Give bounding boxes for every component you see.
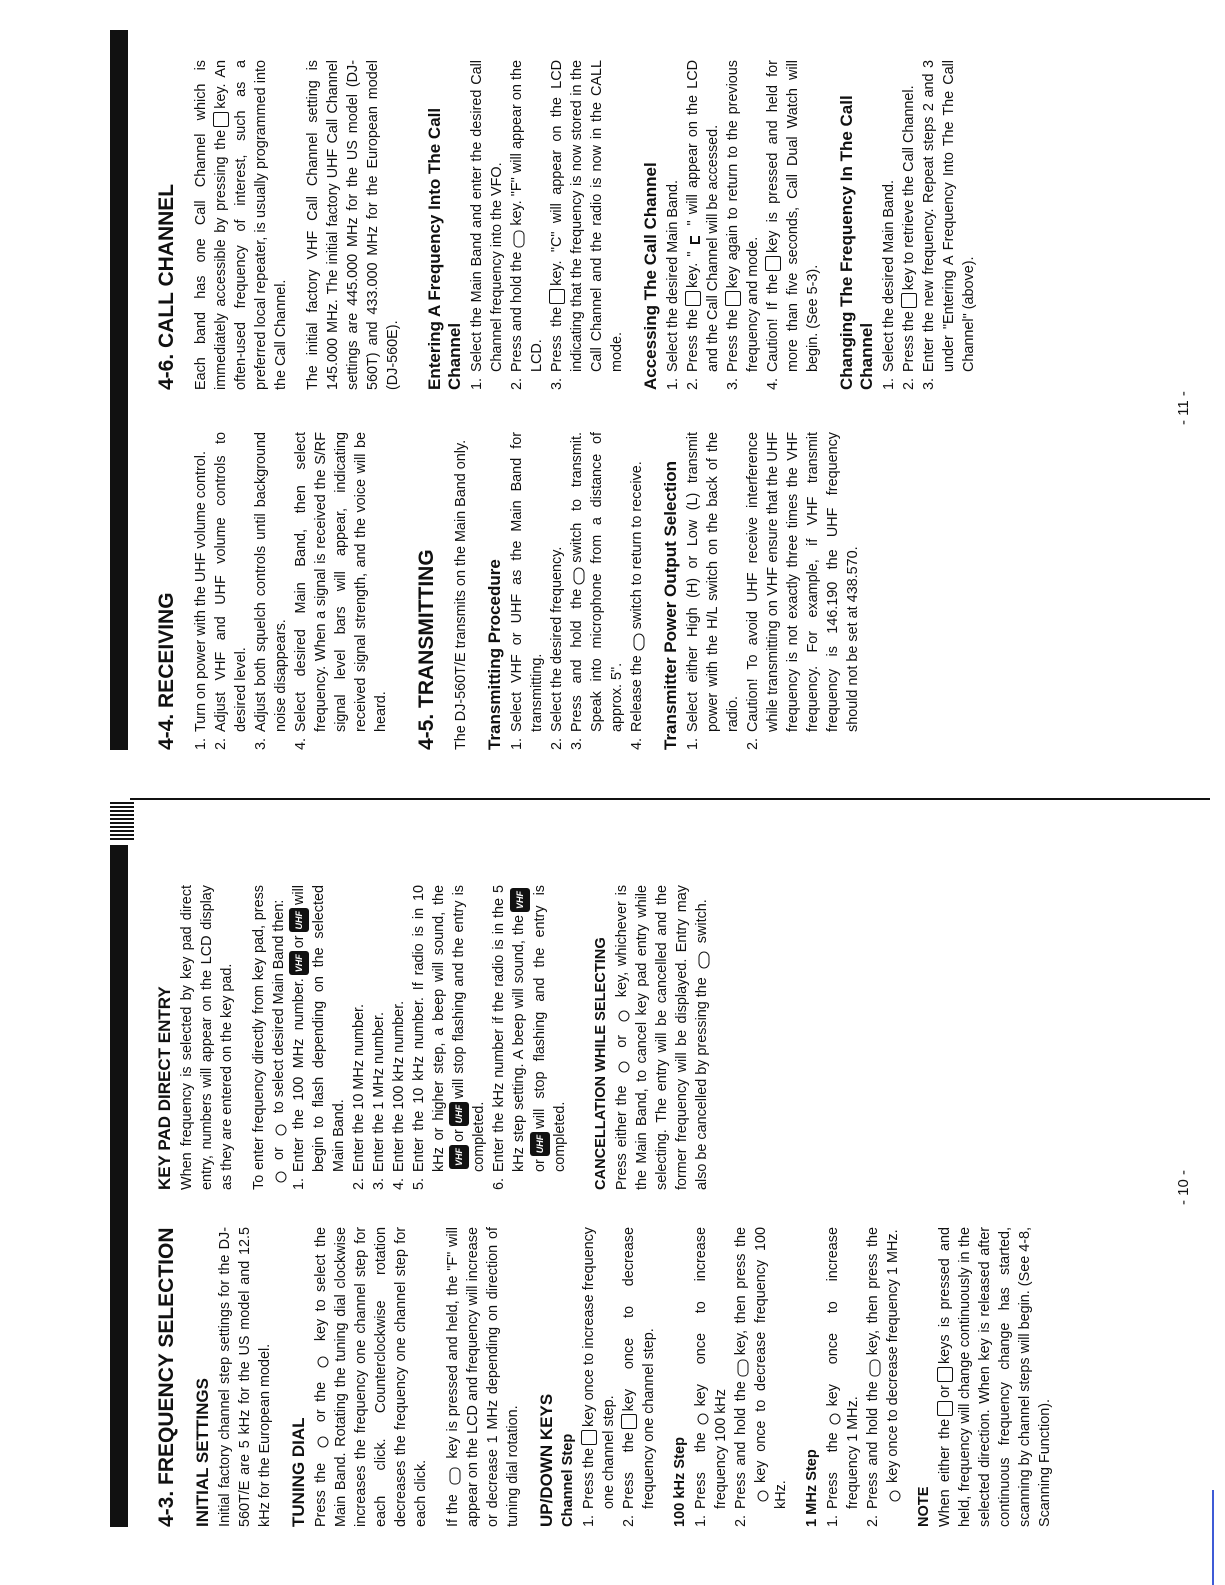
call-c-symbol-icon bbox=[687, 229, 699, 247]
list-item: 3. Enter the new frequency. Repeat steps 2 and 3 under "Entering A Frequency Into The The Call Channel" (above). bbox=[921, 60, 977, 390]
call-initial-settings: The initial factory VHF Call Channel setting is 145.000 MHz. The initial factory UHF Call Channel settings are 445.000 MHz for the US model (DJ-560T) and 433.000 MHz for the European model (DJ-560E). bbox=[305, 60, 401, 390]
dial-key-icon bbox=[827, 1410, 839, 1428]
column-receiving-transmitting bbox=[155, 432, 863, 750]
s5-b: or bbox=[451, 1129, 468, 1142]
s6-b: or bbox=[531, 1159, 548, 1172]
m2-b: key, then press the bbox=[865, 1227, 881, 1356]
list-item: 2. Press thekey once to decrease frequency one channel step. bbox=[621, 1227, 657, 1527]
vhf-indicator-icon: VHF bbox=[510, 888, 530, 912]
list-item: 2. Select the desired frequency. bbox=[549, 546, 565, 750]
receiving-steps bbox=[191, 432, 391, 750]
list-item: 3. Enter the 1 MHz number. bbox=[371, 1012, 388, 1190]
tuning-dial-text bbox=[311, 1227, 431, 1527]
list-item: 1. Press thekey once to increase frequency 100 kHz bbox=[693, 1227, 729, 1527]
s6-a: Enter the kHz number if the radio is in the 5 kHz step setting. A beep will sound, the bbox=[491, 885, 528, 1172]
cancellation-heading: CANCELLATION WHILE SELECTING bbox=[592, 937, 609, 1190]
list-item: 1. Select the Main Band and enter the desired Call Channel frequency into the VFO. bbox=[469, 60, 505, 390]
list-item: 3. Press and hold theswitch to transmit. Speak into microphone from a distance of approx. 5". bbox=[569, 432, 625, 750]
keypad-steps bbox=[289, 885, 570, 1190]
vhf-indicator-icon: VHF bbox=[449, 1145, 469, 1169]
list-item: 1. Turn on power with the UHF volume control. bbox=[193, 451, 209, 750]
e1: Select the Main Band and enter the desired Call Channel frequency into the VFO. bbox=[469, 60, 505, 372]
to-enter-c: to select desired Main Band then: bbox=[271, 899, 287, 1114]
updown-keys-heading: UP/DOWN KEYS bbox=[537, 1393, 556, 1527]
uhf-main-key-icon bbox=[616, 1007, 628, 1025]
up-key-icon bbox=[581, 1430, 597, 1445]
r2: Adjust VHF and UHF volume controls to desired level. bbox=[213, 432, 249, 732]
vhf-main-key-icon bbox=[273, 1168, 285, 1186]
uhf-main-key-icon bbox=[273, 1121, 285, 1139]
list-item: 1. Select the desired Main Band. bbox=[881, 180, 897, 390]
func-tuning-text bbox=[443, 1227, 523, 1527]
s6-c: will stop flashing and the entry is completed. bbox=[531, 885, 568, 1172]
accessing-call-heading: Accessing The Call Channel bbox=[641, 162, 660, 390]
list-item: 4. Enter the 100 kHz number. bbox=[391, 1000, 408, 1190]
dial-key-icon bbox=[695, 1410, 707, 1428]
list-item: 1. Enter the 100 MHz number.VHForUHFwill begin to flash depending on the selected Main Band. bbox=[291, 885, 348, 1190]
bottom-blue-line bbox=[1212, 1490, 1214, 1585]
func-text-a: If the bbox=[445, 1494, 461, 1527]
to-enter-a: To enter frequency directly from key pad, press bbox=[251, 885, 267, 1190]
to-enter-b: or bbox=[271, 1147, 287, 1160]
m2-a: Press and hold the bbox=[865, 1381, 881, 1509]
list-item: 3. Press thekey. "C" will appear on the LCD indicating that the frequency is now stored in the Call Channel and the radio is now in the CALL mode. bbox=[549, 60, 625, 390]
p1: Select VHF or UHF as the Main Band for transmitting. bbox=[509, 432, 545, 732]
1mhz-step-heading: 1 MHz Step bbox=[804, 1449, 820, 1527]
100khz-step-list bbox=[691, 1227, 791, 1527]
call-key-icon bbox=[901, 293, 917, 308]
list-item: 2. Press and hold thekey, then press the key once to decrease frequency 1 MHz. bbox=[865, 1227, 901, 1527]
keypad-to-enter bbox=[249, 885, 289, 1190]
note-c: keys is pressed and held, frequency will change continuously in the selected direction. When key is released after continuous frequency change has started, scanning by channel steps will begin. (See 4-8, Scanning Function). bbox=[937, 1226, 1053, 1527]
note-heading: NOTE bbox=[916, 1486, 932, 1527]
column-call-channel bbox=[155, 60, 979, 390]
list-item: 2. Enter the 10 MHz number. bbox=[351, 1004, 368, 1190]
call-key-icon bbox=[685, 291, 701, 306]
a4-a: Caution! If the bbox=[765, 274, 781, 372]
list-item: 6. Enter the kHz number if the radio is in the 5 kHz step setting. A beep will sound, theVHForUHFwill stop flashing and the entry is completed. bbox=[491, 885, 568, 1190]
list-item: 1. Select either High (H) or Low (L) transmit power with the H/L switch on the back of the radio. bbox=[685, 432, 741, 750]
ptt-switch-icon bbox=[696, 951, 708, 969]
changing-call-steps bbox=[879, 60, 979, 390]
section-title-4-6: 4-6. CALL CHANNEL bbox=[155, 183, 178, 390]
dial-key-icon bbox=[755, 1487, 767, 1505]
page-number-left: - 10 - bbox=[1175, 1169, 1192, 1205]
accessing-call-steps bbox=[663, 60, 823, 390]
c3: Enter the new frequency. Repeat steps 2 and 3 under "Entering A Frequency Into The The Call Channel" (above). bbox=[921, 60, 977, 372]
e2-a: Press and hold the bbox=[509, 251, 525, 372]
s2: Enter the 10 MHz number. bbox=[351, 1004, 368, 1172]
func-text-b: key is pressed and held, the "F" will appear on the LCD and frequency will increase or decrease 1 MHz depending on direction of tuning dial rotation. bbox=[445, 1227, 521, 1527]
e2-b: key. "F" will appear on the LCD. bbox=[509, 60, 545, 372]
r1: Turn on power with the UHF volume control. bbox=[193, 451, 209, 732]
list-item: 1. Select the desired Main Band. bbox=[665, 180, 681, 390]
section-bar bbox=[110, 30, 128, 750]
s5-c: will stop flashing and the entry is completed. bbox=[451, 885, 488, 1172]
call-key-icon bbox=[549, 289, 565, 304]
m1-b: key once to increase frequency 1 MHz. bbox=[825, 1227, 861, 1509]
initial-settings-heading: INITIAL SETTINGS bbox=[193, 1378, 212, 1527]
uhf-indicator-icon: UHF bbox=[530, 1132, 550, 1157]
call-intro-b: key. An often-used frequency of interest, such as a preferred local repeater, is usually programmed into the Call Channel. bbox=[213, 60, 289, 390]
entering-call-heading: Entering A Frequency Into The Call Channel bbox=[425, 107, 464, 390]
s5-a: Enter the 10 kHz number. If radio is in 10 kHz or higher step, a beep will sound, the bbox=[411, 885, 448, 1172]
a3-b: key again to return to the previous frequency and mode. bbox=[725, 60, 761, 372]
page-number-right: - 11 - bbox=[1175, 391, 1192, 425]
tuning-dial-heading: TUNING DIAL bbox=[289, 1417, 308, 1527]
func-key-icon bbox=[447, 1467, 459, 1485]
tuning-text-c: key to select the Main Band. Rotating the tuning dial clockwise increases the frequency one channel step for each click. Counterclockwise rotation decreases the frequency one channel step for each click. bbox=[313, 1227, 429, 1527]
a2-c: " will appear on the LCD and the Call Channel will be accessed. bbox=[685, 60, 721, 372]
section-title-4-4: 4-4. RECEIVING bbox=[155, 592, 178, 750]
note-b: or bbox=[937, 1385, 953, 1398]
cs2-a: Press the bbox=[621, 1432, 637, 1509]
list-item: 2. Press thekey. "" will appear on the LCD and the Call Channel will be accessed. bbox=[685, 60, 721, 390]
p4-a: Release the bbox=[629, 655, 645, 732]
call-key-icon bbox=[765, 256, 781, 271]
list-item: 3. Adjust both squelch controls until background noise disappears. bbox=[253, 432, 289, 750]
k2-c: key once to decrease frequency 100 kHz. bbox=[753, 1227, 789, 1509]
e3-b: key. "C" will appear on the LCD indicating that the frequency is now stored in the Call Channel and the radio is now in the CALL mode. bbox=[549, 60, 625, 372]
list-item: 2. Press and hold thekey, then press the key once to decrease frequency 100 kHz. bbox=[733, 1227, 789, 1527]
r4: Select desired Main Band, then select frequency. When a signal is received the S/RF signal level bars will appear, indicating received signal strength, and the voice will be heard. bbox=[293, 432, 389, 732]
cancel-a: Press either the bbox=[613, 1085, 630, 1190]
call-intro bbox=[191, 60, 291, 390]
power-output-steps bbox=[683, 432, 863, 750]
power-output-heading: Transmitter Power Output Selection bbox=[661, 460, 680, 750]
s1-c: will begin to flash depending on the selected Main Band. bbox=[291, 885, 348, 1172]
s1-b: or bbox=[291, 935, 307, 949]
column-keypad-entry bbox=[155, 885, 712, 1190]
cancellation-text bbox=[612, 885, 712, 1190]
note-text bbox=[935, 1227, 1055, 1527]
list-item: 2. Adjust VHF and UHF volume controls to desired level. bbox=[213, 432, 249, 750]
list-item: 2. Caution! To avoid UHF receive interference while transmitting on VHF ensure that the UHF frequency is not exactly three times the VHF frequency. For example, if VHF transmit frequency is 146.190 the UHF frequency should not be set at 438.570. bbox=[745, 432, 861, 750]
func-key-icon bbox=[867, 1359, 879, 1377]
k1-b: key once to increase frequency 100 kHz bbox=[693, 1227, 729, 1509]
pw1: Select either High (H) or Low (L) transmit power with the H/L switch on the back of the radio. bbox=[685, 432, 741, 732]
uhf-main-key-icon bbox=[315, 1353, 327, 1371]
changing-call-heading: Changing The Frequency In The Call Channel bbox=[837, 95, 876, 390]
a2-a: Press the bbox=[685, 309, 701, 372]
section-title-4-5: 4-5. TRANSMITTING bbox=[415, 549, 438, 750]
a3-a: Press the bbox=[725, 309, 741, 372]
cs1-b: key once to increase frequency one channel step. bbox=[581, 1227, 617, 1509]
transmitting-steps bbox=[507, 432, 647, 750]
transmitting-intro: The DJ-560T/E transmits on the Main Band only. bbox=[453, 439, 469, 750]
column-frequency-selection bbox=[155, 1227, 1055, 1527]
c2-b: key to retrieve the Call Channel. bbox=[901, 85, 917, 291]
list-item: 2. Press thekey to retrieve the Call Channel. bbox=[901, 85, 917, 390]
cs1-a: Press the bbox=[581, 1448, 597, 1509]
cancel-b: or bbox=[613, 1034, 630, 1048]
a4-b: key is pressed and held for more than five seconds, Call Dual Watch will begin. (See 5-3). bbox=[765, 60, 821, 372]
ptt-switch-icon bbox=[571, 567, 583, 585]
uhf-indicator-icon: UHF bbox=[449, 1102, 469, 1127]
k1-a: Press the bbox=[693, 1432, 709, 1509]
list-item: 4. Caution! If thekey is pressed and held for more than five seconds, Call Dual Watch will begin. (See 5-3). bbox=[765, 60, 821, 390]
call-key-icon bbox=[213, 112, 229, 127]
vhf-main-key-icon bbox=[616, 1058, 628, 1076]
s1-a: Enter the 100 MHz number. bbox=[291, 978, 307, 1172]
list-item: 1. Select VHF or UHF as the Main Band for transmitting. bbox=[509, 432, 545, 750]
1mhz-step-list bbox=[823, 1227, 903, 1527]
tuning-text-b: or the bbox=[313, 1381, 329, 1423]
section-bar bbox=[110, 845, 128, 1527]
c2-a: Press the bbox=[901, 311, 917, 372]
p3-b: switch to transmit. Speak into microphone from a distance of approx. 5". bbox=[569, 432, 625, 732]
cancel-d: switch. bbox=[693, 899, 710, 944]
channel-step-heading: Channel Step bbox=[560, 1433, 576, 1527]
note-a: When either the bbox=[937, 1418, 953, 1527]
a2-b: key. " bbox=[685, 251, 701, 289]
keypad-intro: When frequency is selected by key pad direct entry, numbers will appear on the LCD display as they are entered on the key pad. bbox=[179, 885, 235, 1190]
page-10 bbox=[0, 795, 1225, 1585]
ptt-switch-icon bbox=[631, 633, 643, 651]
p2: Select the desired frequency. bbox=[549, 546, 565, 732]
m1-a: Press the bbox=[825, 1432, 841, 1509]
down-key-icon bbox=[937, 1367, 953, 1382]
page-divider bbox=[130, 798, 1210, 800]
initial-settings-text: Initial factory channel step settings for the DJ-560T/E are 5 kHz for the US model and 12.5 kHz for the European model. bbox=[217, 1227, 273, 1527]
list-item: 4. Release theswitch to return to receive. bbox=[629, 461, 645, 750]
keypad-heading: KEY PAD DIRECT ENTRY bbox=[155, 986, 174, 1190]
func-key-icon bbox=[735, 1359, 747, 1377]
call-intro-a: Each band has one Call Channel which is immediately accessible by pressing the bbox=[193, 60, 229, 390]
list-item: 1. Press thekey once to increase frequency 1 MHz. bbox=[825, 1227, 861, 1527]
entering-call-steps bbox=[467, 60, 627, 390]
vhf-main-key-icon bbox=[315, 1433, 327, 1451]
k2-b: key, then press the bbox=[733, 1227, 749, 1356]
100khz-step-heading: 100 kHz Step bbox=[672, 1436, 688, 1527]
m2-c: key once to decrease frequency 1 MHz. bbox=[885, 1229, 901, 1483]
k2-a: Press and hold the bbox=[733, 1381, 749, 1509]
call-key-icon bbox=[725, 291, 741, 306]
s3: Enter the 1 MHz number. bbox=[371, 1012, 388, 1172]
r3: Adjust both squelch controls until background noise disappears. bbox=[253, 432, 289, 732]
channel-step-list bbox=[579, 1227, 659, 1527]
p3-a: Press and hold the bbox=[569, 588, 585, 732]
list-item: 5. Enter the 10 kHz number. If radio is in 10 kHz or higher step, a beep will sound, the VHForUHFwill stop flashing and the entry is completed. bbox=[411, 885, 488, 1190]
dial-key-icon bbox=[887, 1487, 899, 1505]
tuning-text-a: Press the bbox=[313, 1462, 329, 1527]
page-edge-marks bbox=[110, 800, 134, 840]
transmitting-procedure-heading: Transmitting Procedure bbox=[485, 559, 504, 750]
p4-b: switch to return to receive. bbox=[629, 461, 645, 630]
e3-a: Press the bbox=[549, 306, 565, 372]
list-item: 2. Press and hold thekey. "F" will appear on the LCD. bbox=[509, 60, 545, 390]
list-item: 4. Select desired Main Band, then select frequency. When a signal is received the S/RF signal level bars will appear, indicating received signal strength, and the voice will be heard. bbox=[293, 432, 389, 750]
uhf-indicator-icon: UHF bbox=[289, 908, 309, 933]
down-key-icon bbox=[621, 1414, 637, 1429]
s4: Enter the 100 kHz number. bbox=[391, 1000, 408, 1172]
func-key-icon bbox=[511, 230, 523, 248]
cancel-c: key, whichever is the Main Band, to cancel key pad entry while selecting. The entry will be cancelled and the former frequency will be displayed. Entry may also be cancelled by pressing the bbox=[613, 884, 710, 1190]
up-key-icon bbox=[937, 1401, 953, 1416]
a1: Select the desired Main Band. bbox=[665, 180, 681, 372]
list-item: 1. Press thekey once to increase frequency one channel step. bbox=[581, 1227, 617, 1527]
list-item: 3. Press thekey again to return to the previous frequency and mode. bbox=[725, 60, 761, 390]
section-title-4-3: 4-3. FREQUENCY SELECTION bbox=[155, 1227, 178, 1527]
vhf-indicator-icon: VHF bbox=[289, 951, 309, 975]
c1: Select the desired Main Band. bbox=[881, 180, 897, 372]
cs2-b: key once to decrease frequency one channel step. bbox=[621, 1227, 657, 1509]
pw2: Caution! To avoid UHF receive interference while transmitting on VHF ensure that the UHF frequency is not exactly three times the VHF frequency. For example, if VHF transmit frequency is 146.190 the UHF frequency should not be set at 438.570. bbox=[745, 432, 861, 732]
